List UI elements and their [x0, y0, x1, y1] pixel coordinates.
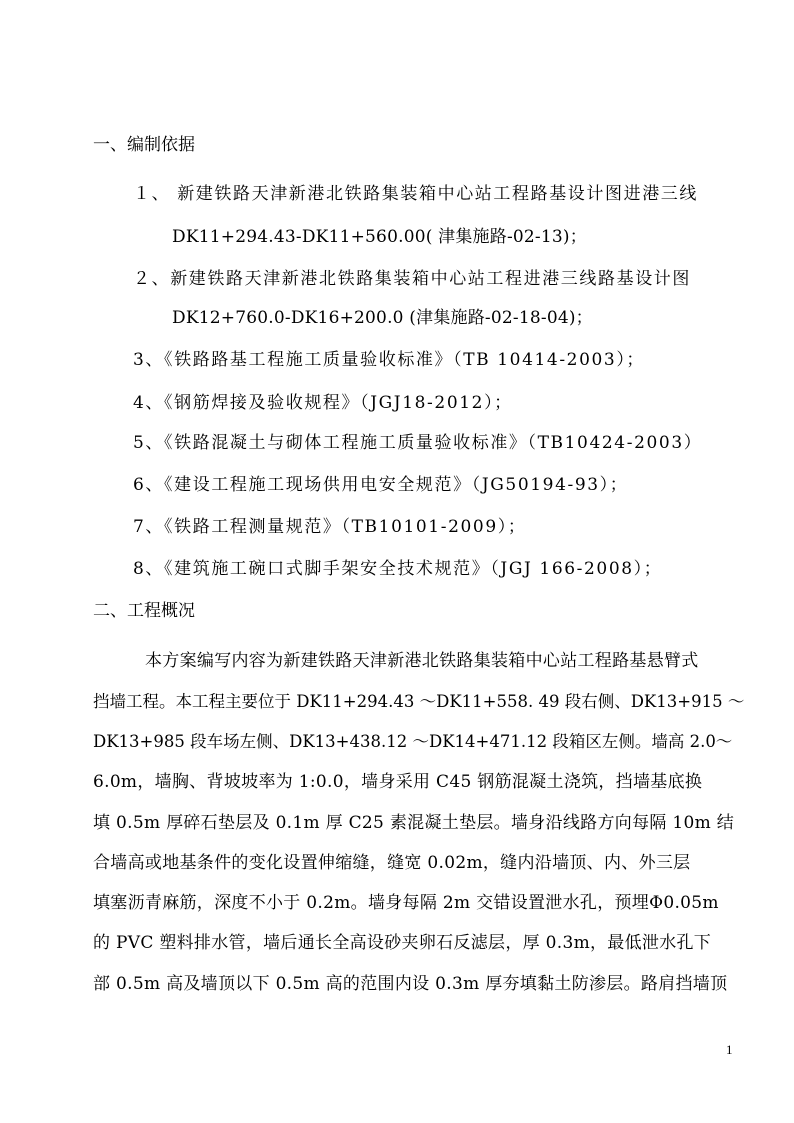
basis-item-4: 4、《钢筋焊接及验收规程》（JGJ18-2012）；: [133, 393, 513, 413]
overview-paragraph-line: 部 0.5m 高及墙顶以下 0.5m 高的范围内设 0.3m 厚夯填黏土防渗层。路肩挡墙顶: [93, 974, 728, 994]
overview-paragraph-line: 合墙高或地基条件的变化设置伸缩缝，缝宽 0.02m，缝内沿墙顶、内、外三层: [93, 853, 691, 873]
page-number: 1: [726, 1042, 733, 1057]
overview-paragraph-line: DK13+985 段车场左侧、DK13+438.12 ～DK14+471.12 段箱区左侧。墙高 2.0～: [93, 732, 733, 751]
overview-paragraph-line: 6.0m，墙胸、背坡坡率为 1:0.0，墙身采用 C45 钢筋混凝土浇筑，挡墙基底换: [93, 772, 703, 792]
basis-item-6: 6、《建设工程施工现场供用电安全规范》（JG50194-93）；: [133, 475, 629, 495]
basis-item-8: 8、《建筑施工碗口式脚手架安全技术规范》（JGJ 166-2008）；: [133, 559, 663, 579]
basis-item-1-line-1: １、 新建铁路天津新港北铁路集装箱中心站工程路基设计图进港三线: [133, 184, 699, 204]
basis-item-7: 7、《铁路工程测量规范》（TB10101-2009）；: [133, 517, 527, 537]
basis-item-2-line-1: ２、新建铁路天津新港北铁路集装箱中心站工程进港三线路基设计图: [133, 269, 691, 289]
overview-paragraph-line: 挡墙工程。本工程主要位于 DK11+294.43 ～DK11+558. 49 段右侧、DK13+915 ～: [93, 692, 745, 711]
section-heading-overview: 二、工程概况: [93, 601, 195, 621]
overview-paragraph-line: 的 PVC 塑料排水管，墙后通长全高设砂夹卵石反滤层，厚 0.3m，最低泄水孔下: [93, 933, 712, 953]
basis-item-5: 5、《铁路混凝土与砌体工程施工质量验收标准》（TB10424-2003）: [133, 433, 703, 453]
overview-paragraph-line: 本方案编写内容为新建铁路天津新港北铁路集装箱中心站工程路基悬臂式: [145, 651, 699, 671]
basis-item-1-line-2: DK11+294.43-DK11+560.00( 津集施路-02-13)；: [172, 227, 587, 247]
overview-paragraph-line: 填 0.5m 厚碎石垫层及 0.1m 厚 C25 素混凝土垫层。墙身沿线路方向每隔 10m 结: [93, 813, 735, 833]
section-heading-basis: 一、编制依据: [93, 135, 195, 155]
basis-item-2-line-2: DK12+760.0-DK16+200.0 (津集施路-02-18-04)；: [172, 308, 593, 328]
overview-paragraph-line: 填塞沥青麻筋，深度不小于 0.2m。墙身每隔 2m 交错设置泄水孔，预埋Φ0.05m: [93, 893, 719, 913]
basis-item-3: 3、《铁路路基工程施工质量验收标准》（TB 10414-2003）；: [133, 350, 646, 370]
